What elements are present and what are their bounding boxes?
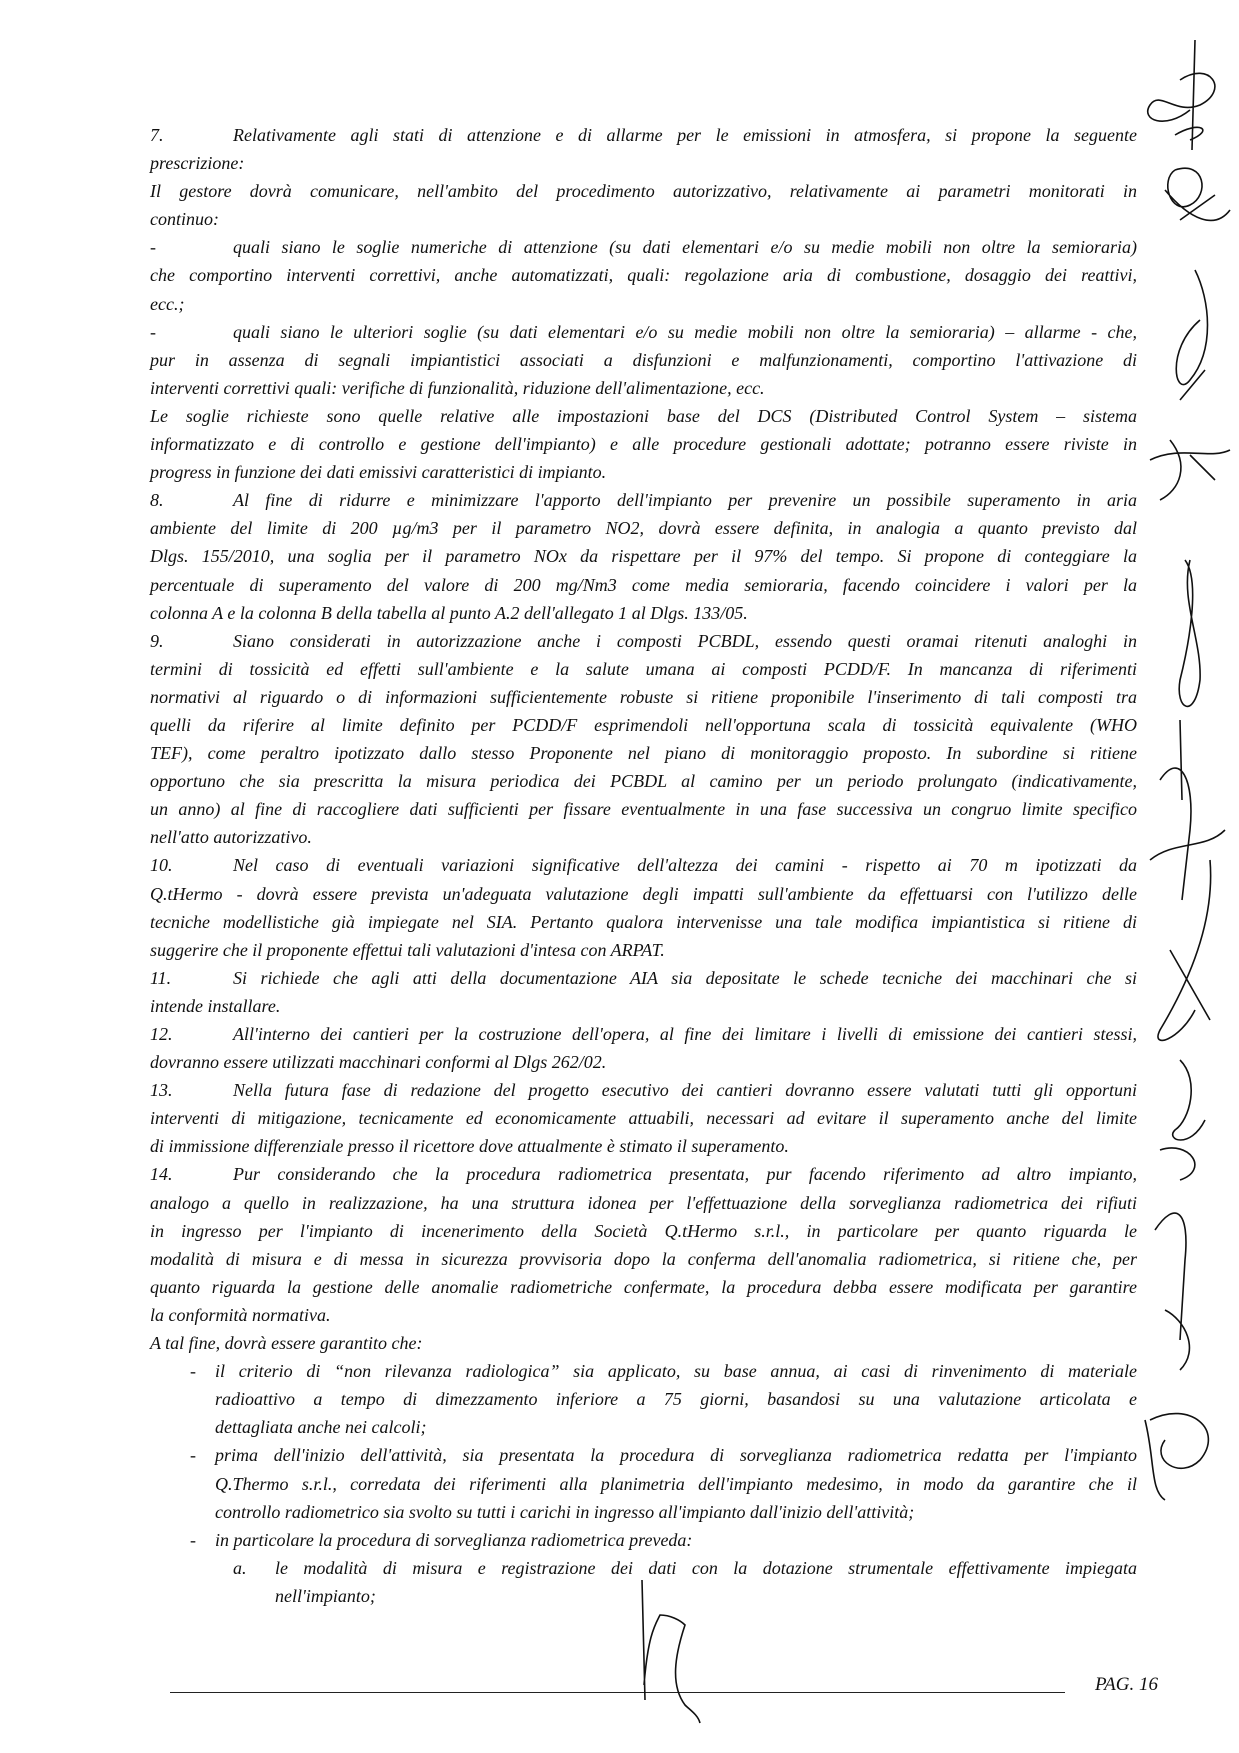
item-marker: 11. xyxy=(150,967,172,988)
text-line xyxy=(150,233,1137,261)
text-line xyxy=(150,290,1137,318)
line-text: il criterio di “non rilevanza radiologica” sia applicato, su base annua, ai casi di rinvenimento di materiale xyxy=(215,1361,1137,1382)
line-text: che comportino interventi correttivi, anche automatizzati, quali: regolazione aria di combustione, dosaggio dei reattivi, xyxy=(150,265,1137,286)
numbered-item xyxy=(150,1076,1137,1160)
text-line xyxy=(150,1413,1137,1441)
line-text: progress in funzione dei dati emissivi caratteristici di impianto. xyxy=(150,462,607,483)
line-text: nell'impianto; xyxy=(275,1585,376,1606)
text-line xyxy=(150,1301,1137,1329)
line-text: quali siano le ulteriori soglie (su dati elementari e/o su medie mobili non oltre la semioraria) – allarme - che, xyxy=(233,321,1137,342)
text-line xyxy=(150,318,1137,346)
line-text: quali siano le soglie numeriche di attenzione (su dati elementari e/o su medie mobili non oltre la semioraria) xyxy=(233,237,1137,258)
item-marker: - xyxy=(190,1529,196,1550)
item-marker: - xyxy=(190,1361,196,1382)
text-line xyxy=(150,1498,1137,1526)
text-line xyxy=(150,1470,1137,1498)
text-line xyxy=(150,1441,1137,1469)
line-text: radioattivo a tempo di dimezzamento inferiore a 75 giorni, basandosi su una valutazione articolata e xyxy=(215,1389,1137,1410)
text-line xyxy=(150,402,1137,430)
line-text: prescrizione: xyxy=(150,153,245,174)
text-line xyxy=(150,1357,1137,1385)
numbered-item xyxy=(150,121,1137,177)
text-line xyxy=(150,1526,1137,1554)
text-line xyxy=(150,1189,1137,1217)
list-item xyxy=(150,1441,1137,1525)
initials-signature-5 xyxy=(1179,560,1200,800)
line-text: termini di tossicità ed effetti sull'ambiente e la salute umana ai composti PCDD/F. In mancanza di riferimenti xyxy=(150,658,1137,679)
line-text: Q.Thermo s.r.l., corredata dei riferimenti alla planimetria dell'impianto medesimo, in modo da garantire che il xyxy=(215,1473,1137,1494)
text-line xyxy=(150,908,1137,936)
line-text: tecniche modellistiche già impiegate nel SIA. Pertanto qualora intervenisse una tale modifica impiantistica si ritiene di xyxy=(150,911,1137,932)
line-text: Nella futura fase di redazione del progetto esecutivo dei cantieri dovranno essere valutati tutti gli opportuni xyxy=(233,1080,1137,1101)
initials-signature-3 xyxy=(1176,270,1207,400)
text-line xyxy=(150,149,1137,177)
text-line xyxy=(150,1329,1137,1357)
line-text: suggerire che il proponente effettui tali valutazioni d'intesa con ARPAT. xyxy=(150,939,665,960)
text-line xyxy=(150,346,1137,374)
line-text: quelli da riferire al limite definito per PCDD/F esprimendoli nell'opportuna scala di tossicità equivalente (WHO xyxy=(150,714,1137,735)
item-marker: 10. xyxy=(150,855,173,876)
item-marker: 14. xyxy=(150,1164,173,1185)
line-text: percentuale di superamento del valore di 200 mg/Nm3 come media semioraria, facendo coincidere i valori per la xyxy=(150,574,1137,595)
text-line xyxy=(150,767,1137,795)
item-marker: - xyxy=(190,1445,196,1466)
line-text: ambiente del limite di 200 µg/m3 per il parametro NO2, dovrà essere definita, in analogia a quanto previsto dal xyxy=(150,518,1137,539)
text-line xyxy=(150,795,1137,823)
text-line xyxy=(150,627,1137,655)
line-text: le modalità di misura e registrazione dei dati con la dotazione strumentale effettivamente impiegata xyxy=(275,1557,1137,1578)
line-text: pur in assenza di segnali impiantistici associati a disfunzioni e malfunzionamenti, comportino l'attivazione di xyxy=(150,349,1137,370)
text-line xyxy=(150,599,1137,627)
numbered-item xyxy=(150,1160,1137,1329)
initials-signature-10 xyxy=(1145,1414,1208,1500)
text-line xyxy=(150,739,1137,767)
text-line xyxy=(150,851,1137,879)
line-text: nell'atto autorizzativo. xyxy=(150,827,312,848)
line-text: interventi di mitigazione, tecnicamente ed economicamente attuabili, necessari ad evitare il superamento anche del limite xyxy=(150,1108,1137,1129)
list-item xyxy=(150,318,1137,402)
line-text: modalità di misura e di messa in sicurezza provvisoria dopo la conferma dell'anomalia radiometrica, si ritiene che, per xyxy=(150,1248,1137,1269)
text-line xyxy=(150,205,1137,233)
line-text: in particolare la procedura di sorveglianza radiometrica preveda: xyxy=(215,1529,693,1550)
bottom-signature xyxy=(630,1575,730,1725)
paragraph xyxy=(150,402,1137,486)
footer-rule-dotted-segment xyxy=(170,1690,360,1692)
numbered-item xyxy=(150,964,1137,1020)
document-body xyxy=(150,121,1137,1610)
line-text: TEF), come peraltro ipotizzato dallo stesso Proponente nel piano di monitoraggio proposto. In subordine si ritiene xyxy=(150,743,1137,764)
paragraph xyxy=(150,1329,1137,1357)
numbered-item xyxy=(150,627,1137,852)
item-marker: 13. xyxy=(150,1080,173,1101)
text-line xyxy=(150,1160,1137,1188)
text-line xyxy=(150,486,1137,514)
line-text: continuo: xyxy=(150,209,219,230)
line-text: Pur considerando che la procedura radiometrica presentata, pur facendo riferimento ad altro impianto, xyxy=(233,1164,1137,1185)
numbered-item xyxy=(150,851,1137,963)
line-text: Siano considerati in autorizzazione anche i composti PCBDL, essendo questi oramai ritenuti analoghi in xyxy=(233,630,1137,651)
line-text: Al fine di ridurre e minimizzare l'apporto dell'impianto per prevenire un possibile superamento in aria xyxy=(233,490,1137,511)
text-line xyxy=(150,1217,1137,1245)
page-number: PAG. 16 xyxy=(1095,1674,1158,1695)
text-line xyxy=(150,1048,1137,1076)
text-line xyxy=(150,655,1137,683)
line-text: intende installare. xyxy=(150,995,281,1016)
initials-signature-1 xyxy=(1148,40,1215,150)
text-line xyxy=(150,514,1137,542)
line-text: normativi al riguardo o di informazioni sufficientemente robuste si ritiene proponibile l'inserimento di tali composti tra xyxy=(150,686,1137,707)
text-line xyxy=(150,542,1137,570)
line-text: dettagliata anche nei calcoli; xyxy=(215,1417,427,1438)
text-line xyxy=(150,964,1137,992)
text-line xyxy=(150,430,1137,458)
text-line xyxy=(150,683,1137,711)
line-text: colonna A e la colonna B della tabella al punto A.2 dell'allegato 1 al Dlgs. 133/05. xyxy=(150,602,748,623)
initials-signature-2 xyxy=(1165,168,1230,220)
footer-rule xyxy=(170,1692,1065,1693)
item-marker: 12. xyxy=(150,1024,173,1044)
line-text: Nel caso di eventuali variazioni significative dell'altezza dei camini - rispetto ai 70 m ipotizzati da xyxy=(233,855,1137,876)
line-text: di immissione differenziale presso il ricettore dove attualmente è stimato il superamento. xyxy=(150,1136,789,1157)
item-marker: 7. xyxy=(150,125,164,145)
text-line xyxy=(150,571,1137,599)
line-text: All'interno dei cantieri per la costruzione dell'opera, al fine dei limitare i livelli di emissione dei cantieri stessi, xyxy=(233,1024,1137,1044)
text-line xyxy=(150,1273,1137,1301)
line-text: informatizzato e di controllo e gestione dell'impianto) e alle procedure gestionali adottate; potranno essere riviste in xyxy=(150,434,1137,455)
item-marker: - xyxy=(150,321,156,342)
line-text: Il gestore dovrà comunicare, nell'ambito del procedimento autorizzativo, relativamente ai parametri monitorati in xyxy=(150,181,1137,202)
text-line xyxy=(150,1104,1137,1132)
line-text: analogo a quello in realizzazione, ha una struttura idonea per l'effettuazione della sorveglianza radiometrica dei rifiuti xyxy=(150,1192,1137,1213)
line-text: Si richiede che agli atti della documentazione AIA sia depositate le schede tecniche dei macchinari che si xyxy=(233,967,1137,988)
line-text: Q.tHermo - dovrà essere prevista un'adeguata valutazione degli impatti sull'ambiente da effettuarsi con l'utilizzo delle xyxy=(150,883,1137,904)
text-line xyxy=(150,1020,1137,1048)
text-line xyxy=(150,121,1137,149)
initials-signature-4 xyxy=(1150,440,1230,500)
numbered-item xyxy=(150,486,1137,626)
text-line xyxy=(150,1076,1137,1104)
line-text: Dlgs. 155/2010, una soglia per il parametro NOx da rispettare per il 97% del tempo. Si propone di conteggiare la xyxy=(150,546,1137,567)
text-line xyxy=(150,458,1137,486)
text-line xyxy=(150,880,1137,908)
item-marker: 9. xyxy=(150,630,164,651)
line-text: un anno) al fine di raccogliere dati sufficienti per fissare eventualmente in una fase successiva un congruo limite specifico xyxy=(150,799,1137,820)
list-item xyxy=(150,1357,1137,1441)
text-line xyxy=(150,936,1137,964)
paragraph xyxy=(150,177,1137,233)
initials-signature-6 xyxy=(1150,768,1225,900)
text-line xyxy=(150,177,1137,205)
text-line xyxy=(150,1132,1137,1160)
line-text: A tal fine, dovrà essere garantito che: xyxy=(150,1333,423,1354)
line-text: interventi correttivi quali: verifiche di funzionalità, riduzione dell'alimentazione, ecc. xyxy=(150,377,765,398)
item-marker: 8. xyxy=(150,490,164,511)
item-marker: - xyxy=(150,237,156,258)
list-item xyxy=(150,1526,1137,1554)
line-text: la conformità normativa. xyxy=(150,1304,331,1325)
line-text: opportuno che sia prescritta la misura periodica dei PCBDL al camino per un periodo prolungato (indicativamente, xyxy=(150,771,1137,792)
line-text: controllo radiometrico sia svolto su tutti i carichi in ingresso all'impianto dall'inizio dell'attività; xyxy=(215,1501,915,1522)
text-line xyxy=(150,1245,1137,1273)
text-line xyxy=(150,823,1137,851)
line-text: dovranno essere utilizzati macchinari conformi al Dlgs 262/02. xyxy=(150,1052,607,1073)
line-text: quanto riguarda la gestione delle anomalie radiometriche confermate, la procedura debba essere modificata per garantire xyxy=(150,1276,1137,1297)
initials-signature-8 xyxy=(1160,1060,1205,1180)
text-line xyxy=(150,711,1137,739)
line-text: ecc.; xyxy=(150,293,185,314)
initials-signature-9 xyxy=(1155,1213,1189,1370)
text-line xyxy=(150,261,1137,289)
text-line xyxy=(150,992,1137,1020)
list-item xyxy=(150,233,1137,317)
line-text: Relativamente agli stati di attenzione e di allarme per le emissioni in atmosfera, si propone la seguente xyxy=(233,125,1137,145)
initials-signature-7 xyxy=(1158,860,1211,1040)
text-line xyxy=(150,1385,1137,1413)
item-marker: a. xyxy=(233,1557,247,1578)
text-line xyxy=(150,374,1137,402)
numbered-item xyxy=(150,1020,1137,1076)
line-text: Le soglie richieste sono quelle relative alle impostazioni base del DCS (Distributed Control System – sistema xyxy=(150,405,1137,426)
line-text: in ingresso per l'impianto di incenerimento della Società Q.tHermo s.r.l., in particolare per quanto riguarda le xyxy=(150,1220,1137,1241)
margin-signatures xyxy=(1120,20,1239,1640)
line-text: prima dell'inizio dell'attività, sia presentata la procedura di sorveglianza radiometrica redatta per l'impianto xyxy=(215,1445,1137,1466)
